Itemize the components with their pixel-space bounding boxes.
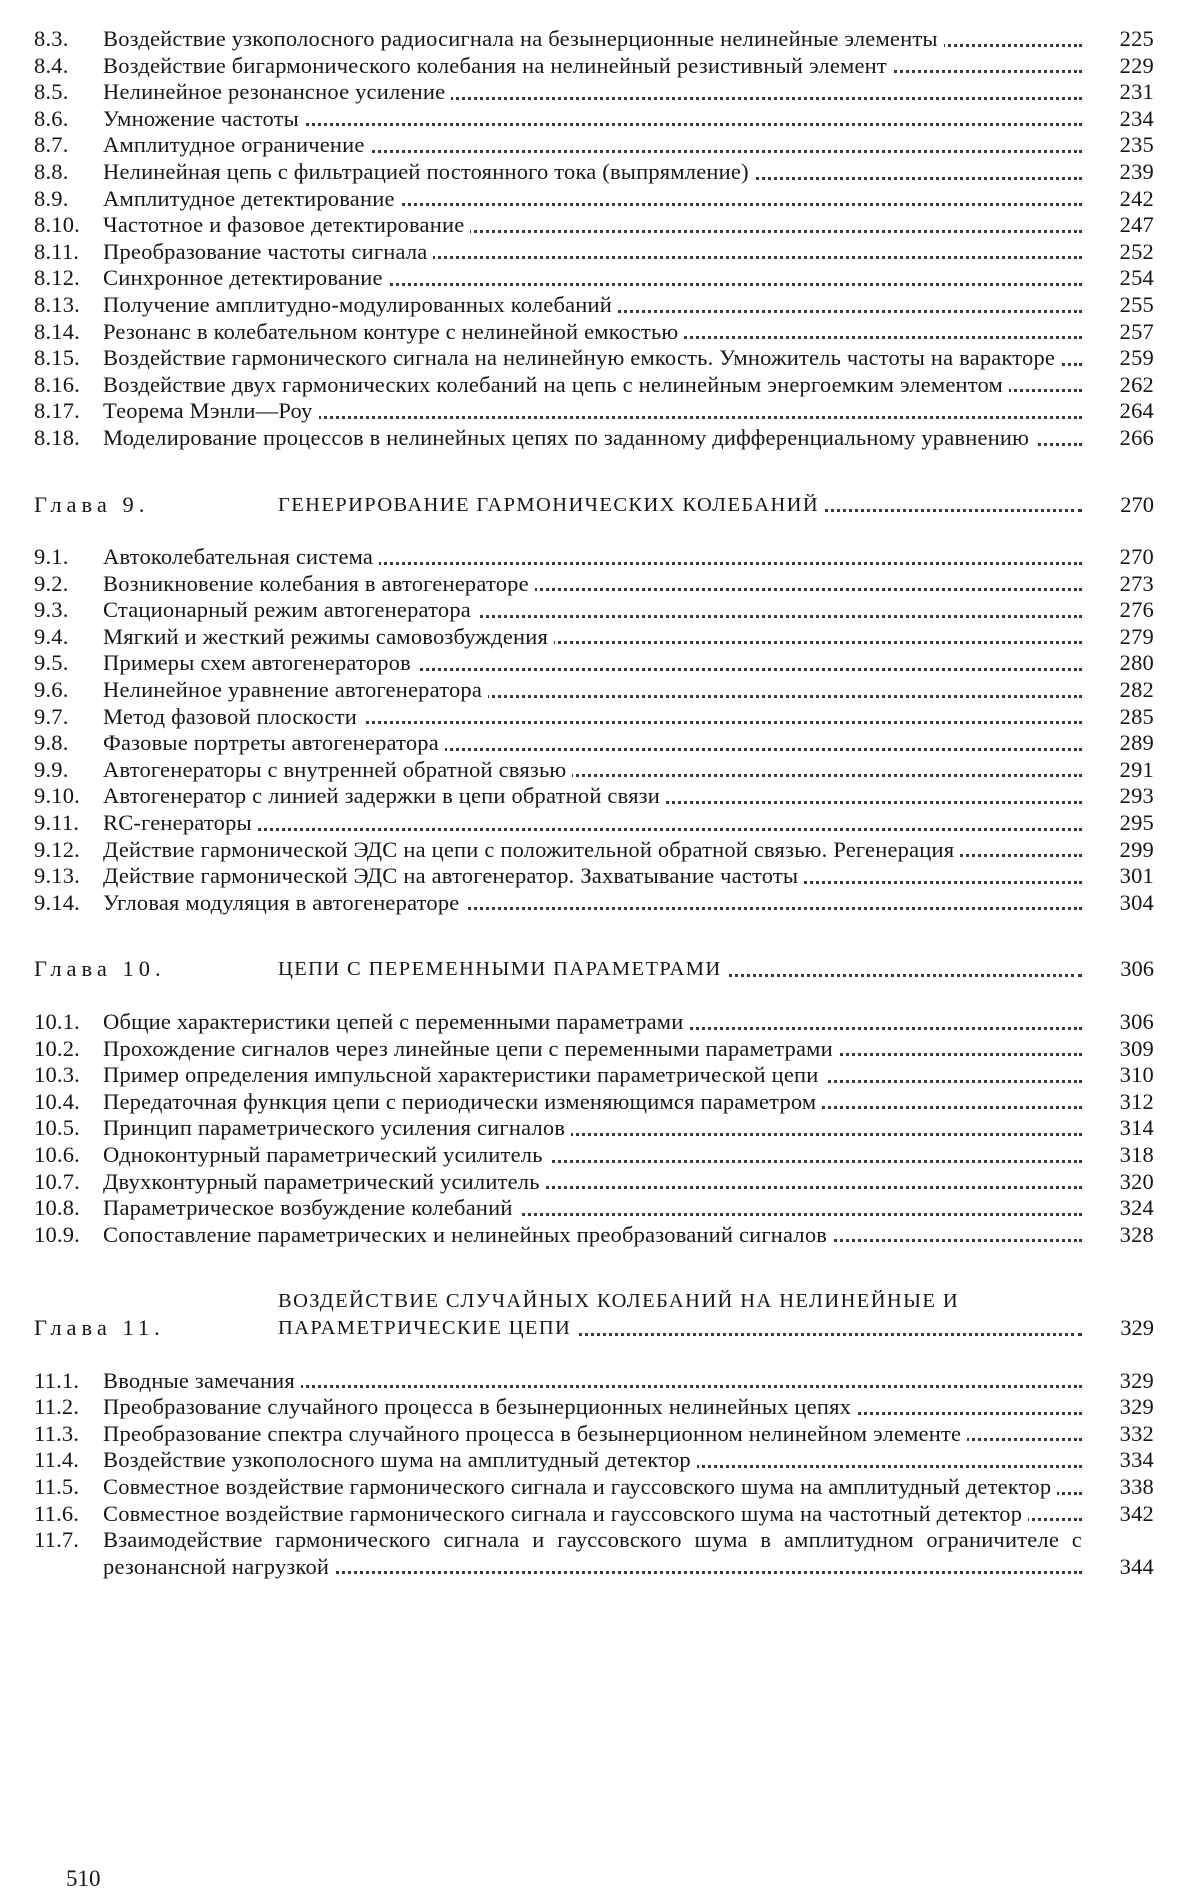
section-page-number: 280	[1119, 650, 1154, 676]
section-number: 8.13.	[34, 291, 80, 317]
section-title: Частотное и фазовое детектирование	[103, 212, 470, 237]
section-title: Возникновение колебания в автогенераторе	[103, 571, 535, 596]
section-number: 9.5.	[34, 650, 69, 676]
chapter-heading	[34, 492, 1154, 519]
toc-entry	[34, 1115, 1154, 1142]
section-title: Автоколебательная система	[103, 544, 379, 569]
section-page-number: 239	[1119, 158, 1154, 184]
section-number: 10.5.	[34, 1115, 80, 1141]
section-number: 9.14.	[34, 889, 80, 915]
section-title: Передаточная функция цепи с периодически изменяющимся параметром	[103, 1089, 822, 1114]
toc-entry	[34, 319, 1154, 346]
toc-entry	[34, 26, 1154, 53]
section-title: Взаимодействие гармонического сигнала и гауссовского шума в амплитудном ограничителе с резонансной нагрузкой	[103, 1527, 1082, 1579]
toc-entry	[34, 1089, 1154, 1116]
toc-entry	[34, 650, 1154, 677]
toc-entry	[34, 863, 1154, 890]
section-number: 8.3.	[34, 26, 69, 51]
chapter-title: ВОЗДЕЙСТВИЕ СЛУЧАЙНЫХ КОЛЕБАНИЙ НА НЕЛИНЕЙНЫЕ И ПАРАМЕТРИЧЕСКИЕ ЦЕПИ	[278, 1290, 960, 1339]
chapter-page-number: 306	[1120, 956, 1154, 982]
section-page-number: 309	[1119, 1035, 1154, 1061]
section-page-number: 329	[1119, 1394, 1154, 1420]
section-title: Действие гармонической ЭДС на цепи с положительной обратной связью. Регенерация	[103, 837, 960, 862]
section-page-number: 328	[1119, 1221, 1154, 1247]
chapter-heading	[34, 1288, 1154, 1341]
section-page-number: 257	[1119, 318, 1154, 344]
section-page-number: 324	[1119, 1195, 1154, 1221]
section-number: 10.4.	[34, 1088, 80, 1114]
section-number: 10.2.	[34, 1035, 80, 1061]
section-title: Воздействие бигармонического колебания на нелинейный резистивный элемент	[103, 53, 893, 78]
section-page-number: 270	[1119, 544, 1154, 570]
chapter-page-number: 270	[1120, 491, 1154, 517]
section-page-number: 279	[1119, 623, 1154, 649]
section-number: 9.10.	[34, 783, 80, 809]
section-title: Автогенератор с линией задержки в цепи обратной связи	[103, 783, 666, 808]
toc-entry	[34, 1368, 1154, 1395]
toc-entry	[34, 571, 1154, 598]
toc-entry	[34, 597, 1154, 624]
section-page-number: 329	[1119, 1367, 1154, 1393]
section-number: 11.7.	[34, 1527, 80, 1553]
toc-entry	[34, 1036, 1154, 1063]
section-number: 9.6.	[34, 677, 69, 703]
toc-entry	[34, 1222, 1154, 1249]
section-title: Прохождение сигналов через линейные цепи с переменными параметрами	[103, 1036, 839, 1061]
section-number: 10.9.	[34, 1221, 80, 1247]
section-number: 8.15.	[34, 345, 80, 371]
section-number: 8.9.	[34, 185, 69, 211]
section-title: Воздействие узкополосного шума на амплитудный детектор	[103, 1447, 697, 1472]
chapter-page-number: 329	[1120, 1314, 1154, 1340]
chapter-label: Глава 11.	[34, 1314, 165, 1340]
section-number: 11.6.	[34, 1500, 80, 1526]
section-title: Параметрическое возбуждение колебаний	[103, 1195, 519, 1220]
section-page-number: 276	[1119, 597, 1154, 623]
section-number: 9.11.	[34, 810, 80, 836]
section-number: 9.1.	[34, 544, 69, 570]
section-page-number: 310	[1119, 1062, 1154, 1088]
section-page-number: 262	[1119, 371, 1154, 397]
chapter-label: Глава 9.	[34, 491, 150, 517]
toc-entry	[34, 159, 1154, 186]
section-title: Нелинейная цепь с фильтрацией постоянного тока (выпрямление)	[103, 159, 755, 184]
toc-entry	[34, 79, 1154, 106]
section-title: Преобразование случайного процесса в безынерционных нелинейных цепях	[103, 1394, 857, 1419]
section-number: 11.5.	[34, 1473, 80, 1499]
section-page-number: 225	[1119, 26, 1154, 51]
section-number: 8.14.	[34, 318, 80, 344]
section-number: 9.13.	[34, 863, 80, 889]
section-title: Амплитудное детектирование	[103, 186, 401, 211]
section-number: 8.4.	[34, 52, 69, 78]
section-number: 9.9.	[34, 756, 69, 782]
toc-entry	[34, 372, 1154, 399]
toc-entry	[34, 186, 1154, 213]
toc-entry	[34, 1169, 1154, 1196]
section-title: Автогенераторы с внутренней обратной связью	[103, 757, 572, 782]
table-of-contents	[34, 26, 1154, 1580]
section-page-number: 229	[1119, 52, 1154, 78]
section-page-number: 231	[1119, 79, 1154, 105]
toc-entry	[34, 1474, 1154, 1501]
toc-entry	[34, 757, 1154, 784]
section-page-number: 318	[1119, 1141, 1154, 1167]
section-title: Пример определения импульсной характеристики параметрической цепи	[103, 1062, 825, 1087]
section-title: Нелинейное уравнение автогенератора	[103, 677, 488, 702]
section-page-number: 242	[1119, 185, 1154, 211]
section-title: Воздействие узкополосного радиосигнала на безынерционные нелинейные элементы	[103, 26, 944, 51]
toc-entry	[34, 730, 1154, 757]
toc-entry	[34, 1394, 1154, 1421]
section-page-number: 314	[1119, 1115, 1154, 1141]
toc-entry	[34, 292, 1154, 319]
toc-entry	[34, 106, 1154, 133]
section-number: 8.8.	[34, 158, 69, 184]
toc-entry	[34, 624, 1154, 651]
section-title: Фазовые портреты автогенератора	[103, 730, 445, 755]
chapter-heading	[34, 956, 1154, 983]
section-number: 8.5.	[34, 79, 69, 105]
toc-entry	[34, 53, 1154, 80]
toc-entry	[34, 810, 1154, 837]
toc-entry	[34, 783, 1154, 810]
section-title: Мягкий и жесткий режимы самовозбуждения	[103, 624, 554, 649]
toc-entry	[34, 212, 1154, 239]
section-number: 9.7.	[34, 703, 69, 729]
section-number: 8.10.	[34, 212, 80, 238]
section-page-number: 342	[1119, 1500, 1154, 1526]
section-page-number: 295	[1119, 810, 1154, 836]
section-title: Воздействие двух гармонических колебаний на цепь с нелинейным энергоемким элементом	[103, 372, 1009, 397]
section-number: 8.7.	[34, 132, 69, 158]
toc-entry	[34, 1142, 1154, 1169]
page-number: 510	[66, 1866, 101, 1891]
toc-entry	[34, 1447, 1154, 1474]
section-page-number: 235	[1119, 132, 1154, 158]
toc-entry	[34, 1421, 1154, 1448]
toc-entry	[34, 1527, 1154, 1580]
section-page-number: 301	[1119, 863, 1154, 889]
section-title: Воздействие гармонического сигнала на нелинейную емкость. Умножитель частоты на варакторе	[103, 345, 1061, 370]
section-page-number: 247	[1119, 212, 1154, 238]
section-page-number: 293	[1119, 783, 1154, 809]
section-page-number: 252	[1119, 238, 1154, 264]
section-number: 10.8.	[34, 1195, 80, 1221]
section-number: 10.1.	[34, 1009, 80, 1034]
section-number: 10.7.	[34, 1168, 80, 1194]
section-number: 9.2.	[34, 570, 69, 596]
section-number: 8.11.	[34, 238, 80, 264]
toc-entry	[34, 345, 1154, 372]
section-number: 11.4.	[34, 1447, 80, 1473]
section-number: 9.3.	[34, 597, 69, 623]
toc-entry	[34, 677, 1154, 704]
section-title: Стационарный режим автогенератора	[103, 597, 477, 622]
section-title: Принцип параметрического усиления сигналов	[103, 1115, 571, 1140]
section-page-number: 234	[1119, 105, 1154, 131]
section-title: Преобразование частоты сигнала	[103, 239, 433, 264]
toc-entry	[34, 1501, 1154, 1528]
section-number: 8.16.	[34, 371, 80, 397]
section-title: Резонанс в колебательном контуре с нелинейной емкостью	[103, 319, 684, 344]
section-page-number: 259	[1119, 345, 1154, 371]
section-title: Совместное воздействие гармонического сигнала и гауссовского шума на частотный детектор	[103, 1501, 1028, 1526]
section-title: RC-генераторы	[103, 810, 258, 835]
section-title: Одноконтурный параметрический усилитель	[103, 1142, 549, 1167]
section-title: Моделирование процессов в нелинейных цепях по заданному дифференциальному уравнению	[103, 425, 1035, 450]
section-number: 10.3.	[34, 1062, 80, 1088]
section-page-number: 338	[1119, 1473, 1154, 1499]
section-page-number: 334	[1119, 1447, 1154, 1473]
toc-entry	[34, 425, 1154, 452]
toc-entry	[34, 1009, 1154, 1036]
section-number: 9.4.	[34, 623, 69, 649]
section-title: Умножение частоты	[103, 106, 305, 131]
section-page-number: 299	[1119, 836, 1154, 862]
section-title: Теорема Мэнли—Роу	[103, 398, 319, 423]
section-title: Угловая модуляция в автогенераторе	[103, 890, 466, 915]
section-page-number: 289	[1119, 730, 1154, 756]
section-title: Метод фазовой плоскости	[103, 704, 363, 729]
section-title: Общие характеристики цепей с переменными параметрами	[103, 1009, 690, 1034]
toc-entry	[34, 890, 1154, 917]
section-title: Вводные замечания	[103, 1368, 301, 1393]
section-number: 8.12.	[34, 265, 80, 291]
section-number: 9.8.	[34, 730, 69, 756]
section-number: 11.1.	[34, 1367, 80, 1393]
toc-entry	[34, 132, 1154, 159]
toc-entry	[34, 1062, 1154, 1089]
section-title: Примеры схем автогенераторов	[103, 650, 417, 675]
chapter-title: ЦЕПИ С ПЕРЕМЕННЫМИ ПАРАМЕТРАМИ	[278, 958, 728, 980]
section-number: 11.3.	[34, 1420, 80, 1446]
chapter-label: Глава 10.	[34, 956, 166, 982]
section-title: Нелинейное резонансное усиление	[103, 79, 451, 104]
section-page-number: 332	[1119, 1420, 1154, 1446]
section-page-number: 291	[1119, 756, 1154, 782]
toc-entry	[34, 704, 1154, 731]
section-page-number: 255	[1119, 291, 1154, 317]
section-number: 8.18.	[34, 424, 80, 450]
section-title: Амплитудное ограничение	[103, 132, 371, 157]
section-page-number: 273	[1119, 570, 1154, 596]
toc-entry	[34, 398, 1154, 425]
section-page-number: 266	[1119, 424, 1154, 450]
toc-entry	[34, 265, 1154, 292]
section-title: Синхронное детектирование	[103, 265, 389, 290]
section-number: 8.17.	[34, 398, 80, 424]
toc-entry	[34, 1195, 1154, 1222]
section-title: Получение амплитудно-модулированных колебаний	[103, 292, 618, 317]
section-page-number: 320	[1119, 1168, 1154, 1194]
section-title: Двухконтурный параметрический усилитель	[103, 1169, 546, 1194]
section-page-number: 264	[1119, 398, 1154, 424]
section-page-number: 282	[1119, 677, 1154, 703]
section-page-number: 312	[1119, 1088, 1154, 1114]
section-number: 11.2.	[34, 1394, 80, 1420]
section-page-number: 306	[1119, 1009, 1154, 1034]
section-page-number: 344	[1119, 1553, 1154, 1579]
section-title: Сопоставление параметрических и нелинейных преобразований сигналов	[103, 1222, 833, 1247]
section-page-number: 285	[1119, 703, 1154, 729]
section-number: 9.12.	[34, 836, 80, 862]
toc-entry	[34, 544, 1154, 571]
section-number: 10.6.	[34, 1141, 80, 1167]
toc-entry	[34, 239, 1154, 266]
section-title: Совместное воздействие гармонического сигнала и гауссовского шума на амплитудный детектор	[103, 1474, 1057, 1499]
section-page-number: 254	[1119, 265, 1154, 291]
section-title: Преобразование спектра случайного процесса в безынерционном нелинейном элементе	[103, 1421, 967, 1446]
section-title: Действие гармонической ЭДС на автогенератор. Захватывание частоты	[103, 863, 804, 888]
section-page-number: 304	[1119, 889, 1154, 915]
toc-entry	[34, 837, 1154, 864]
chapter-title: ГЕНЕРИРОВАНИЕ ГАРМОНИЧЕСКИХ КОЛЕБАНИЙ	[278, 494, 825, 516]
section-number: 8.6.	[34, 105, 69, 131]
